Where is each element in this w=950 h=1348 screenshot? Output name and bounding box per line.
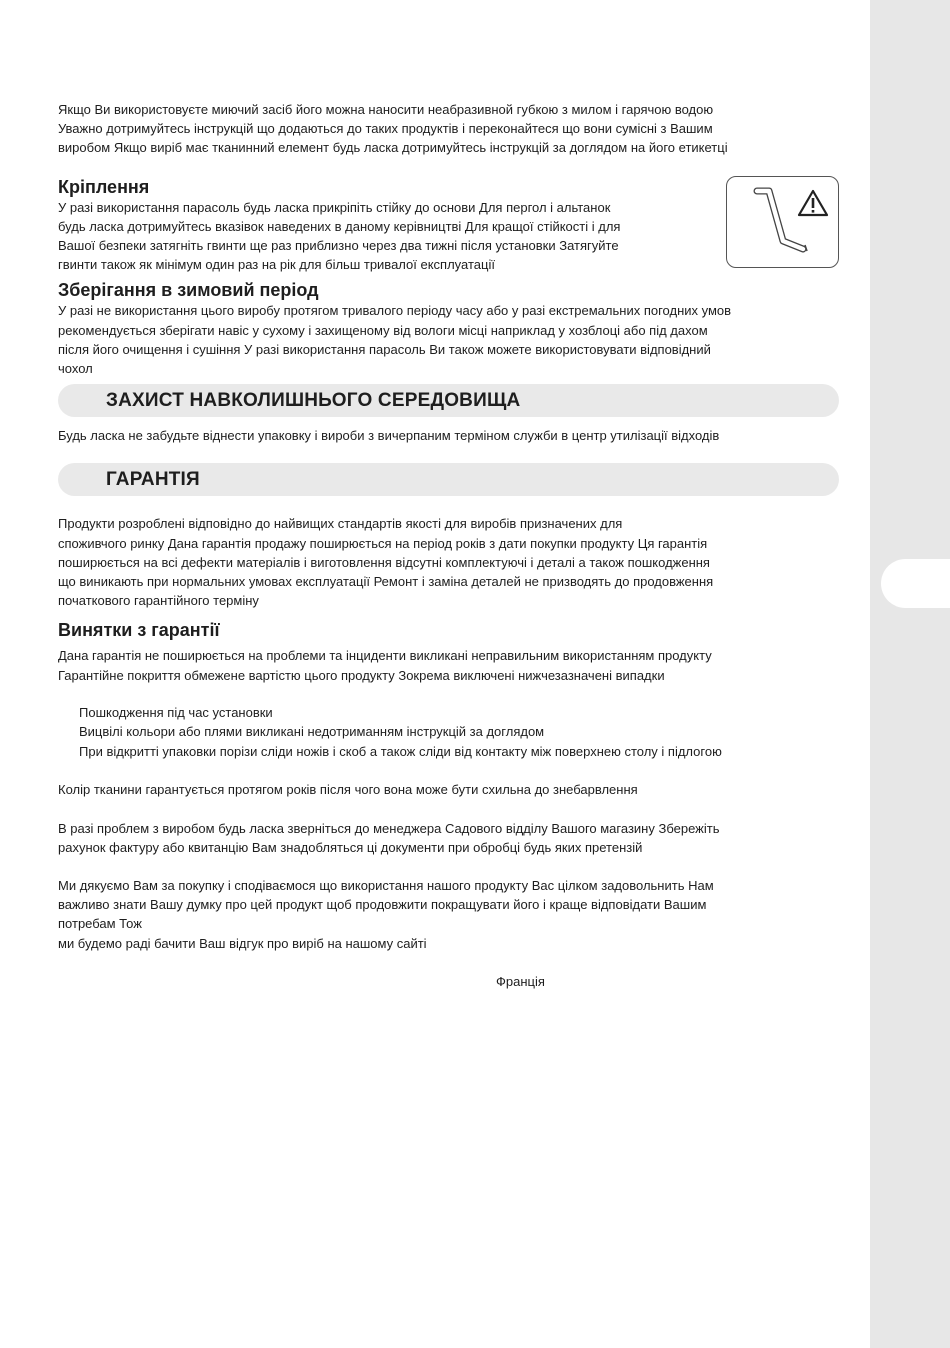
environment-paragraph [58,426,839,445]
intro-paragraph [58,100,839,158]
winter-paragraph [58,301,839,378]
fixing-paragraph [58,198,716,275]
text-line: що виникають при нормальних умовах експлуатації Ремонт і заміна деталей не призводять до продовження [58,574,714,590]
manual-page-content [58,100,839,991]
text-line: рекомендується зберігати навіс у сухому і захищеному від вологи місці наприклад у хозблоці або під дахом [58,322,708,338]
exclusions-paragraph [58,646,839,684]
text-line: Колір тканини гарантується протягом років після чого вона може бути схильна до знебарвлення [58,782,638,798]
section-title-environment: ЗАХИСТ НАВКОЛИШНЬОГО СЕРЕДОВИЩА [106,390,521,412]
text-line: Будь ласка не забудьте віднести упаковку і вироби з вичерпаним терміном служби в центр утилізації відходів [58,428,720,444]
text-line: Вашої безпеки затягніть гвинти ще раз приблизно через два тижні після установки Затягуйте [58,238,619,254]
warranty-paragraph [58,514,839,610]
text-line: гвинти також як мінімум один раз на рік для більш тривалої експлуатації [58,257,495,273]
thanks-paragraph [58,876,839,953]
exclusions-list [58,703,839,762]
text-line: поширюється на всі дефекти матеріалів і виготовлення відсутні комплектуючі і деталі а також пошкодження [58,554,710,570]
page-side-band [870,0,950,1348]
text-line: споживчого ринку Дана гарантія продажу поширюється на період років з дати покупки продукту Ця гарантія [58,535,708,551]
problems-paragraph [58,819,839,857]
text-line: У разі використання парасоль будь ласка прикріпіть стійку до основи Для пергол і альтанок [58,199,611,215]
text-line: Гарантійне покриття обмежене вартістю цього продукту Зокрема виключені нижчезазначені випадки [58,667,665,683]
text-line: чохол [58,361,93,377]
text-line: рахунок фактуру або квитанцію Вам знадобляться ці документи при обробці будь яких претензій [58,839,643,855]
text-line: Ми дякуємо Вам за покупку і сподіваємося що використання нашого продукту Вас цілком задовольнить Нам [58,877,714,893]
text-line: Дана гарантія не поширюється на проблеми та інциденти викликані неправильним використанням продукту [58,648,712,664]
text-line: Продукти розроблені відповідно до найвищих стандартів якості для виробів призначених для [58,516,623,532]
section-heading-exclusions: Винятки з гарантії [58,620,220,641]
text-line: Якщо Ви використовуєте миючий засіб його можна наносити неабразивной губкою з милом і гарячою водою [58,102,714,117]
section-bar-warranty [58,463,839,496]
text-line: будь ласка дотримуйтесь вказівок наведених в даному керівництві Для кращої стійкості і для [58,218,621,234]
text-line: після його очищення і сушіння У разі використання парасоль Ви також можете використовувати відповідний [58,341,711,357]
fixing-section [58,176,839,275]
section-bar-environment [58,384,839,417]
text-line: Уважно дотримуйтесь інструкцій що додаються до таких продуктів і переконайтеся що вони сумісні з Вашим [58,121,713,137]
warning-icon [799,191,827,215]
section-title-warranty: ГАРАНТІЯ [106,469,200,491]
list-item: При відкритті упаковки порізи сліди ножів і скоб а також сліди від контакту між поверхнею столу і підлогою [79,743,722,759]
text-line: В разі проблем з виробом будь ласка зверніться до менеджера Садового відділу Вашого магазину Збережіть [58,820,720,836]
allen-key-icon [727,177,838,267]
page-thumb-tab [881,559,950,608]
country-label: Франція [496,973,545,989]
text-line: У разі не використання цього виробу протягом тривалого періоду часу або у разі екстремальних погодних умов [58,303,732,319]
section-heading-winter: Зберігання в зимовий період [58,280,319,301]
text-line: початкового гарантійного терміну [58,593,259,609]
text-line: потребам Тож [58,916,142,932]
fabric-color-paragraph [58,780,839,799]
list-item: Пошкодження під час установки [79,704,273,720]
section-heading-fixing: Кріплення [58,176,150,197]
text-line: виробом Якщо виріб має тканинний елемент будь ласка дотримуйтесь інструкцій за доглядом на його етикетці [58,140,728,156]
allen-key-illustration [726,176,839,268]
winter-section [58,279,839,378]
text-line: важливо знати Вашу думку про цей продукт щоб продовжити покращувати його і краще відповідати Вашим [58,897,707,913]
text-line: ми будемо раді бачити Ваш відгук про виріб на нашому сайті [58,935,427,951]
list-item: Вицвілі кольори або плями викликані недотриманням інструкцій за доглядом [79,724,545,740]
